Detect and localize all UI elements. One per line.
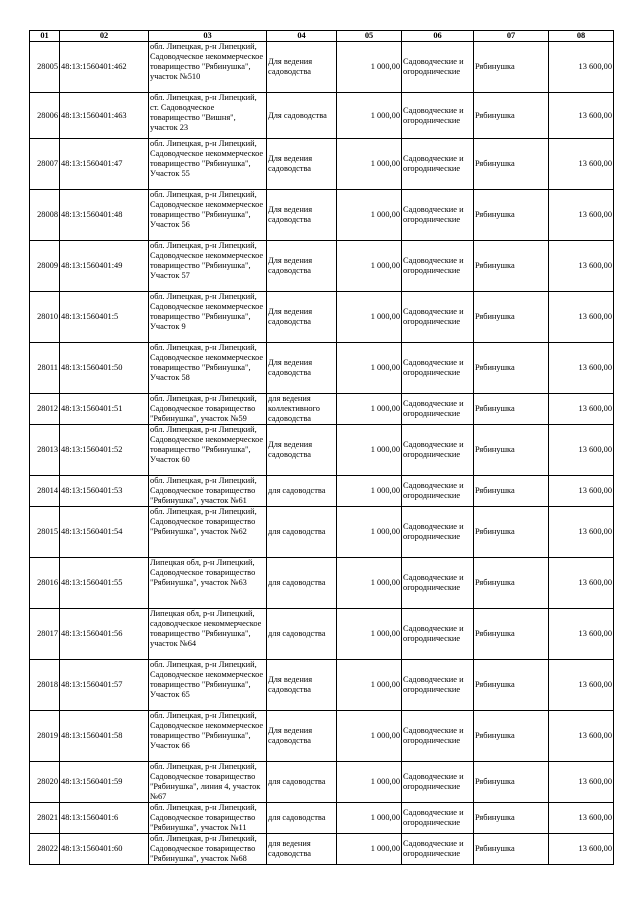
partnership-name-cell: Рябинушка xyxy=(474,558,549,609)
table-row xyxy=(30,558,614,609)
table-row xyxy=(30,476,614,507)
permitted-use-cell: для садоводства xyxy=(267,507,337,558)
address-cell: обл. Липецкая, р-н Липецкий, Садоводческое некоммерческое товарищество "Рябинушка", Участок 58 xyxy=(149,343,267,394)
partnership-name-cell: Рябинушка xyxy=(474,190,549,241)
table-row xyxy=(30,190,614,241)
row-number-cell: 28007 xyxy=(30,139,60,190)
table-row xyxy=(30,139,614,190)
permitted-use-cell: Для ведения садоводства xyxy=(267,425,337,476)
address-cell: обл. Липецкая, р-н Липецкий, Садоводческое товарищество "Рябинушка", участок №68 xyxy=(149,834,267,865)
area-cell: 1 000,00 xyxy=(337,139,402,190)
row-number-cell: 28020 xyxy=(30,762,60,803)
partnership-name-cell: Рябинушка xyxy=(474,394,549,425)
land-category-cell: Садоводческие и огороднические xyxy=(402,190,474,241)
row-number-cell: 28013 xyxy=(30,425,60,476)
header-cell-02: 02 xyxy=(60,31,149,42)
area-cell: 1 000,00 xyxy=(337,394,402,425)
address-cell: обл. Липецкая, р-н Липецкий, Садоводческое некоммерческое товарищество "Рябинушка", Участок 66 xyxy=(149,711,267,762)
cadastral-value-cell: 13 600,00 xyxy=(549,241,614,292)
area-cell: 1 000,00 xyxy=(337,803,402,834)
partnership-name-cell: Рябинушка xyxy=(474,803,549,834)
permitted-use-cell: для садоводства xyxy=(267,609,337,660)
cadastral-number-cell: 48:13:1560401:57 xyxy=(60,660,149,711)
cadastral-value-cell: 13 600,00 xyxy=(549,834,614,865)
partnership-name-cell: Рябинушка xyxy=(474,42,549,93)
land-category-cell: Садоводческие и огороднические xyxy=(402,762,474,803)
area-cell: 1 000,00 xyxy=(337,343,402,394)
table-row xyxy=(30,93,614,139)
partnership-name-cell: Рябинушка xyxy=(474,425,549,476)
row-number-cell: 28017 xyxy=(30,609,60,660)
cadastral-value-cell: 13 600,00 xyxy=(549,292,614,343)
header-row xyxy=(30,31,614,42)
area-cell: 1 000,00 xyxy=(337,190,402,241)
land-category-cell: Садоводческие и огороднические xyxy=(402,42,474,93)
row-number-cell: 28012 xyxy=(30,394,60,425)
permitted-use-cell: для садоводства xyxy=(267,476,337,507)
row-number-cell: 28011 xyxy=(30,343,60,394)
address-cell: Липецкая обл, р-н Липецкий, Садоводческое товарищество "Рябинушка", участок №63 xyxy=(149,558,267,609)
cadastral-number-cell: 48:13:1560401:5 xyxy=(60,292,149,343)
table-row xyxy=(30,762,614,803)
table-row xyxy=(30,292,614,343)
permitted-use-cell: Для ведения садоводства xyxy=(267,190,337,241)
address-cell: обл. Липецкая, р-н Липецкий, ст. Садоводческое товарищество "Вишня", участок 23 xyxy=(149,93,267,139)
address-cell: обл. Липецкая, р-н Липецкий, Садоводческое некоммерческое товарищество "Рябинушка", участок №510 xyxy=(149,42,267,93)
header-cell-06: 06 xyxy=(402,31,474,42)
land-category-cell: Садоводческие и огороднические xyxy=(402,803,474,834)
address-cell: обл. Липецкая, р-н Липецкий, Садоводческое некоммерческое товарищество "Рябинушка", Участок 60 xyxy=(149,425,267,476)
cadastral-number-cell: 48:13:1560401:49 xyxy=(60,241,149,292)
address-cell: обл. Липецкая, р-н Липецкий, Садоводческое некоммерческое товарищество "Рябинушка", Участок 55 xyxy=(149,139,267,190)
permitted-use-cell: Для ведения садоводства xyxy=(267,660,337,711)
partnership-name-cell: Рябинушка xyxy=(474,476,549,507)
table-row xyxy=(30,609,614,660)
address-cell: обл. Липецкая, р-н Липецкий, Садоводческое товарищество "Рябинушка", участок №61 xyxy=(149,476,267,507)
header-cell-08: 08 xyxy=(549,31,614,42)
permitted-use-cell: для ведения коллективного садоводства xyxy=(267,394,337,425)
partnership-name-cell: Рябинушка xyxy=(474,507,549,558)
permitted-use-cell: Для ведения садоводства xyxy=(267,139,337,190)
cadastral-value-cell: 13 600,00 xyxy=(549,190,614,241)
partnership-name-cell: Рябинушка xyxy=(474,834,549,865)
table-row xyxy=(30,711,614,762)
cadastral-number-cell: 48:13:1560401:60 xyxy=(60,834,149,865)
cadastral-value-cell: 13 600,00 xyxy=(549,507,614,558)
cadastral-value-cell: 13 600,00 xyxy=(549,762,614,803)
row-number-cell: 28022 xyxy=(30,834,60,865)
table-row xyxy=(30,834,614,865)
cadastral-value-cell: 13 600,00 xyxy=(549,425,614,476)
cadastral-value-cell: 13 600,00 xyxy=(549,711,614,762)
partnership-name-cell: Рябинушка xyxy=(474,762,549,803)
table-row xyxy=(30,803,614,834)
header-cell-01: 01 xyxy=(30,31,60,42)
row-number-cell: 28005 xyxy=(30,42,60,93)
land-category-cell: Садоводческие и огороднические xyxy=(402,139,474,190)
cadastral-value-cell: 13 600,00 xyxy=(549,803,614,834)
area-cell: 1 000,00 xyxy=(337,93,402,139)
partnership-name-cell: Рябинушка xyxy=(474,292,549,343)
table-row xyxy=(30,660,614,711)
land-category-cell: Садоводческие и огороднические xyxy=(402,834,474,865)
permitted-use-cell: Для ведения садоводства xyxy=(267,42,337,93)
table-row xyxy=(30,507,614,558)
cadastral-number-cell: 48:13:1560401:53 xyxy=(60,476,149,507)
cadastral-number-cell: 48:13:1560401:50 xyxy=(60,343,149,394)
cadastral-number-cell: 48:13:1560401:6 xyxy=(60,803,149,834)
area-cell: 1 000,00 xyxy=(337,558,402,609)
area-cell: 1 000,00 xyxy=(337,241,402,292)
address-cell: обл. Липецкая, р-н Липецкий, Садоводческое некоммерческое товарищество "Рябинушка", Участок 57 xyxy=(149,241,267,292)
header-cell-03: 03 xyxy=(149,31,267,42)
cadastral-number-cell: 48:13:1560401:463 xyxy=(60,93,149,139)
row-number-cell: 28015 xyxy=(30,507,60,558)
partnership-name-cell: Рябинушка xyxy=(474,93,549,139)
row-number-cell: 28008 xyxy=(30,190,60,241)
table-row xyxy=(30,42,614,93)
permitted-use-cell: Для ведения садоводства xyxy=(267,292,337,343)
land-category-cell: Садоводческие и огороднические xyxy=(402,292,474,343)
land-category-cell: Садоводческие и огороднические xyxy=(402,558,474,609)
partnership-name-cell: Рябинушка xyxy=(474,241,549,292)
cadastral-value-cell: 13 600,00 xyxy=(549,476,614,507)
permitted-use-cell: Для садоводства xyxy=(267,93,337,139)
permitted-use-cell: для садоводства xyxy=(267,762,337,803)
area-cell: 1 000,00 xyxy=(337,762,402,803)
cadastral-number-cell: 48:13:1560401:462 xyxy=(60,42,149,93)
partnership-name-cell: Рябинушка xyxy=(474,343,549,394)
row-number-cell: 28019 xyxy=(30,711,60,762)
header-cell-05: 05 xyxy=(337,31,402,42)
land-category-cell: Садоводческие и огороднические xyxy=(402,711,474,762)
table-row xyxy=(30,394,614,425)
table-row xyxy=(30,425,614,476)
permitted-use-cell: для ведения садоводства xyxy=(267,834,337,865)
row-number-cell: 28018 xyxy=(30,660,60,711)
cadastral-number-cell: 48:13:1560401:55 xyxy=(60,558,149,609)
area-cell: 1 000,00 xyxy=(337,834,402,865)
area-cell: 1 000,00 xyxy=(337,42,402,93)
cadastral-number-cell: 48:13:1560401:56 xyxy=(60,609,149,660)
row-number-cell: 28021 xyxy=(30,803,60,834)
land-category-cell: Садоводческие и огороднические xyxy=(402,609,474,660)
table-row xyxy=(30,241,614,292)
address-cell: обл. Липецкая, р-н Липецкий, Садоводческое товарищество "Рябинушка", участок №62 xyxy=(149,507,267,558)
land-category-cell: Садоводческие и огороднические xyxy=(402,241,474,292)
land-category-cell: Садоводческие и огороднические xyxy=(402,343,474,394)
cadastral-value-cell: 13 600,00 xyxy=(549,93,614,139)
header-cell-04: 04 xyxy=(267,31,337,42)
partnership-name-cell: Рябинушка xyxy=(474,711,549,762)
permitted-use-cell: Для ведения садоводства xyxy=(267,241,337,292)
row-number-cell: 28016 xyxy=(30,558,60,609)
cadastral-value-cell: 13 600,00 xyxy=(549,343,614,394)
permitted-use-cell: для садоводства xyxy=(267,803,337,834)
row-number-cell: 28010 xyxy=(30,292,60,343)
cadastral-number-cell: 48:13:1560401:48 xyxy=(60,190,149,241)
area-cell: 1 000,00 xyxy=(337,507,402,558)
row-number-cell: 28009 xyxy=(30,241,60,292)
table-row xyxy=(30,343,614,394)
cadastral-value-cell: 13 600,00 xyxy=(549,558,614,609)
area-cell: 1 000,00 xyxy=(337,476,402,507)
cadastral-number-cell: 48:13:1560401:51 xyxy=(60,394,149,425)
land-category-cell: Садоводческие и огороднические xyxy=(402,507,474,558)
permitted-use-cell: для садоводства xyxy=(267,558,337,609)
address-cell: обл. Липецкая, р-н Липецкий, Садоводческое некоммерческое товарищество "Рябинушка", Участок 9 xyxy=(149,292,267,343)
row-number-cell: 28014 xyxy=(30,476,60,507)
land-category-cell: Садоводческие и огороднические xyxy=(402,660,474,711)
area-cell: 1 000,00 xyxy=(337,609,402,660)
address-cell: Липецкая обл, р-н Липецкий, садоводческое некоммерческое товарищество "Рябинушка", участок №64 xyxy=(149,609,267,660)
address-cell: обл. Липецкая, р-н Липецкий, Садоводческое товарищество "Рябинушка", линия 4, участок №67 xyxy=(149,762,267,803)
address-cell: обл. Липецкая, р-н Липецкий, Садоводческое товарищество "Рябинушка", участок №11 xyxy=(149,803,267,834)
area-cell: 1 000,00 xyxy=(337,660,402,711)
header-cell-07: 07 xyxy=(474,31,549,42)
land-category-cell: Садоводческие и огороднические xyxy=(402,93,474,139)
partnership-name-cell: Рябинушка xyxy=(474,139,549,190)
cadastral-value-cell: 13 600,00 xyxy=(549,660,614,711)
address-cell: обл. Липецкая, р-н Липецкий, Садоводческое некоммерческое товарищество "Рябинушка", Участок 56 xyxy=(149,190,267,241)
land-category-cell: Садоводческие и огороднические xyxy=(402,394,474,425)
cadastral-value-cell: 13 600,00 xyxy=(549,139,614,190)
cadastral-value-cell: 13 600,00 xyxy=(549,609,614,660)
cadastral-number-cell: 48:13:1560401:47 xyxy=(60,139,149,190)
area-cell: 1 000,00 xyxy=(337,425,402,476)
permitted-use-cell: Для ведения садоводства xyxy=(267,343,337,394)
area-cell: 1 000,00 xyxy=(337,711,402,762)
cadastral-number-cell: 48:13:1560401:58 xyxy=(60,711,149,762)
row-number-cell: 28006 xyxy=(30,93,60,139)
cadastral-number-cell: 48:13:1560401:59 xyxy=(60,762,149,803)
partnership-name-cell: Рябинушка xyxy=(474,609,549,660)
cadastral-number-cell: 48:13:1560401:52 xyxy=(60,425,149,476)
address-cell: обл. Липецкая, р-н Липецкий, Садоводческое товарищество "Рябинушка", участок №59 xyxy=(149,394,267,425)
land-category-cell: Садоводческие и огороднические xyxy=(402,425,474,476)
area-cell: 1 000,00 xyxy=(337,292,402,343)
permitted-use-cell: Для ведения садоводства xyxy=(267,711,337,762)
land-category-cell: Садоводческие и огороднические xyxy=(402,476,474,507)
partnership-name-cell: Рябинушка xyxy=(474,660,549,711)
cadastral-value-cell: 13 600,00 xyxy=(549,394,614,425)
cadastral-number-cell: 48:13:1560401:54 xyxy=(60,507,149,558)
address-cell: обл. Липецкая, р-н Липецкий, Садоводческое некоммерческое товарищество "Рябинушка", Участок 65 xyxy=(149,660,267,711)
cadastral-value-table xyxy=(29,30,614,865)
cadastral-value-cell: 13 600,00 xyxy=(549,42,614,93)
